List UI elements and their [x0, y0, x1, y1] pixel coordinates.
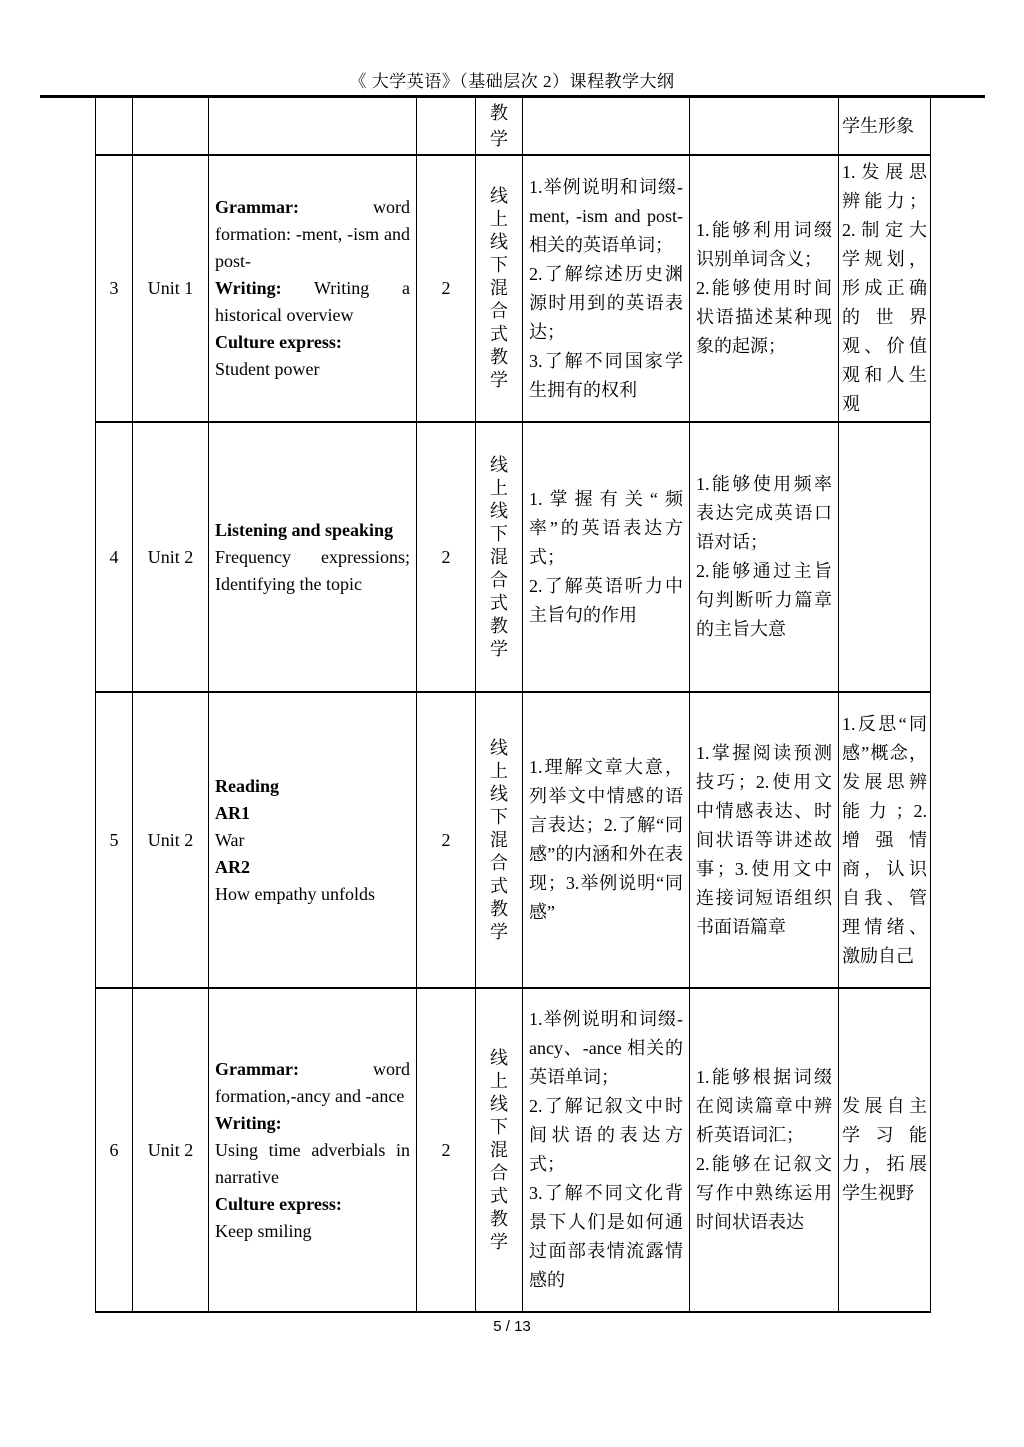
cell-teaching-content — [209, 98, 417, 155]
knowledge-objective-item: 1.掌握有关“频率”的英语表达方式； — [529, 488, 683, 567]
cell-teaching-content — [209, 155, 417, 422]
cell-teaching-method — [476, 692, 523, 988]
page-number: 5 / 13 — [493, 1318, 531, 1335]
content-text: Frequency expressions; Identifying the topic — [215, 546, 410, 594]
content-line — [215, 1218, 410, 1245]
cell-hours: 2 — [417, 988, 476, 1312]
cell-ability-objectives — [690, 988, 839, 1312]
content-line — [215, 773, 410, 800]
quality-objective-item: 发展自主学习能力，拓展学生视野 — [842, 1096, 927, 1203]
knowledge-objective-item: 2.了解记叙文中时间状语的表达方式； — [529, 1096, 683, 1174]
content-text: Using time adverbials in narrative — [215, 1139, 410, 1187]
content-line — [215, 544, 410, 598]
cell-lesson-number: 6 — [96, 988, 133, 1312]
content-line — [215, 356, 410, 383]
cell-quality-objectives — [839, 155, 931, 422]
content-label: Writing: — [215, 1112, 282, 1133]
cell-teaching-method — [476, 988, 523, 1312]
content-label: Writing: — [215, 278, 282, 298]
cell-teaching-content — [209, 988, 417, 1312]
ability-objective-item: 2.能够使用时间状语描述某种现象的起源； — [696, 278, 832, 356]
content-line — [215, 827, 410, 854]
knowledge-objective-item: 1.举例说明和词缀-ment, -ism and post- 相关的英语单词； — [529, 176, 683, 255]
cell-knowledge-objectives — [523, 422, 690, 692]
page-title: 《 大学英语》（基础层次 2）课程教学大纲 — [349, 72, 675, 91]
content-label: Grammar: — [215, 1058, 299, 1079]
table-row — [96, 155, 931, 422]
cell-hours: 2 — [417, 155, 476, 422]
content-line — [215, 854, 410, 881]
cell-lesson-number — [96, 98, 133, 155]
ability-objective-item: 1.掌握阅读预测技巧；2.使用文中情感表达、时间状语等讲述故事；3.使用文中连接词短语组织书面语篇章 — [696, 742, 832, 937]
teaching-method-text: 线上线下混合式教学 — [490, 454, 508, 659]
content-line — [215, 275, 410, 329]
content-text: War — [215, 829, 245, 850]
teaching-method-text: 线上线下混合式教学 — [490, 737, 508, 942]
cell-teaching-method — [476, 155, 523, 422]
content-text: How empathy unfolds — [215, 883, 375, 904]
content-label: Grammar: — [215, 197, 299, 217]
cell-ability-objectives — [690, 422, 839, 692]
cell-teaching-content — [209, 692, 417, 988]
teaching-method-text: 线上线下混合式教学 — [490, 186, 508, 390]
cell-quality-objectives — [839, 692, 931, 988]
table-row — [96, 692, 931, 988]
content-label: AR2 — [215, 856, 250, 877]
ability-objective-item: 2.能够通过主旨句判断听力篇章的主旨大意 — [696, 561, 832, 639]
cell-unit: Unit 1 — [133, 155, 209, 422]
content-label: Culture express: — [215, 332, 342, 352]
table-row — [96, 422, 931, 692]
cell-lesson-number: 4 — [96, 422, 133, 692]
cell-lesson-number: 5 — [96, 692, 133, 988]
knowledge-objective-item: 1.举例说明和词缀-ancy、-ance 相关的英语单词； — [529, 1009, 683, 1087]
content-line — [215, 1137, 410, 1191]
cell-teaching-method — [476, 422, 523, 692]
cell-quality-objectives — [839, 988, 931, 1312]
knowledge-objective-item: 3.了解不同国家学生拥有的权利 — [529, 350, 683, 400]
ability-objective-item: 1.能够利用词缀识别单词含义； — [696, 220, 832, 269]
teaching-method-text: 线上线下混合式教学 — [490, 1047, 508, 1252]
cell-unit: Unit 2 — [133, 988, 209, 1312]
quality-objective-item: 1.发展思辨能力；2.制定大学规划，形成正确的世界观、价值观和人生观 — [842, 162, 927, 414]
ability-objective-item: 1.能够根据词缀在阅读篇章中辨析英语词汇； — [696, 1067, 832, 1145]
content-line — [215, 800, 410, 827]
cell-knowledge-objectives — [523, 988, 690, 1312]
table-row-partial — [96, 98, 931, 155]
cell-teaching-method — [476, 98, 523, 155]
cell-unit — [133, 98, 209, 155]
content-text: word formation: -ment, -ism and post- — [215, 197, 410, 271]
content-label: Culture express: — [215, 1193, 342, 1214]
cell-unit: Unit 2 — [133, 692, 209, 988]
content-line — [215, 194, 410, 275]
cell-ability-objectives — [690, 98, 839, 155]
content-line — [215, 1110, 410, 1137]
cell-ability-objectives — [690, 155, 839, 422]
table-row — [96, 988, 931, 1312]
quality-objective-text: 学生形象 — [842, 115, 914, 136]
cell-knowledge-objectives — [523, 692, 690, 988]
content-label: AR1 — [215, 802, 250, 823]
content-line — [215, 1191, 410, 1218]
cell-knowledge-objectives — [523, 98, 690, 155]
cell-hours: 2 — [417, 692, 476, 988]
cell-quality-objectives — [839, 98, 931, 155]
content-line — [215, 329, 410, 356]
knowledge-objective-item: 3.了解不同文化背景下人们是如何通过面部表情流露情感的 — [529, 1183, 683, 1290]
content-label: Reading — [215, 775, 280, 796]
ability-objective-item: 2.能够在记叙文写作中熟练运用时间状语表达 — [696, 1154, 832, 1232]
content-line — [215, 517, 410, 544]
syllabus-table — [95, 98, 931, 1313]
cell-ability-objectives — [690, 692, 839, 988]
ability-objective-item: 1.能够使用频率表达完成英语口语对话； — [696, 474, 832, 552]
cell-teaching-content — [209, 422, 417, 692]
content-label: Listening and speaking — [215, 519, 394, 540]
cell-unit: Unit 2 — [133, 422, 209, 692]
cell-quality-objectives — [839, 422, 931, 692]
content-line — [215, 881, 410, 908]
cell-knowledge-objectives — [523, 155, 690, 422]
content-text: Keep smiling — [215, 1220, 312, 1241]
content-text: word formation,-ancy and -ance — [215, 1058, 410, 1106]
teaching-method-text: 教学 — [490, 103, 508, 149]
content-text: Student power — [215, 359, 320, 379]
cell-hours: 2 — [417, 422, 476, 692]
knowledge-objective-item: 2.了解英语听力中主旨句的作用 — [529, 575, 683, 625]
cell-hours — [417, 98, 476, 155]
content-line — [215, 1056, 410, 1110]
content-text: Writing a historical overview — [215, 278, 410, 325]
knowledge-objective-item: 1.理解文章大意，列举文中情感的语言表达；2.了解“同感”的内涵和外在表现；3.举例说明“同感” — [529, 757, 683, 922]
quality-objective-item: 1.反思“同感”概念，发展思辨能力；2.增强情商，认识自我、管理情绪、激励自己 — [842, 713, 927, 966]
cell-lesson-number: 3 — [96, 155, 133, 422]
knowledge-objective-item: 2.了解综述历史渊源时用到的英语表达； — [529, 263, 683, 342]
